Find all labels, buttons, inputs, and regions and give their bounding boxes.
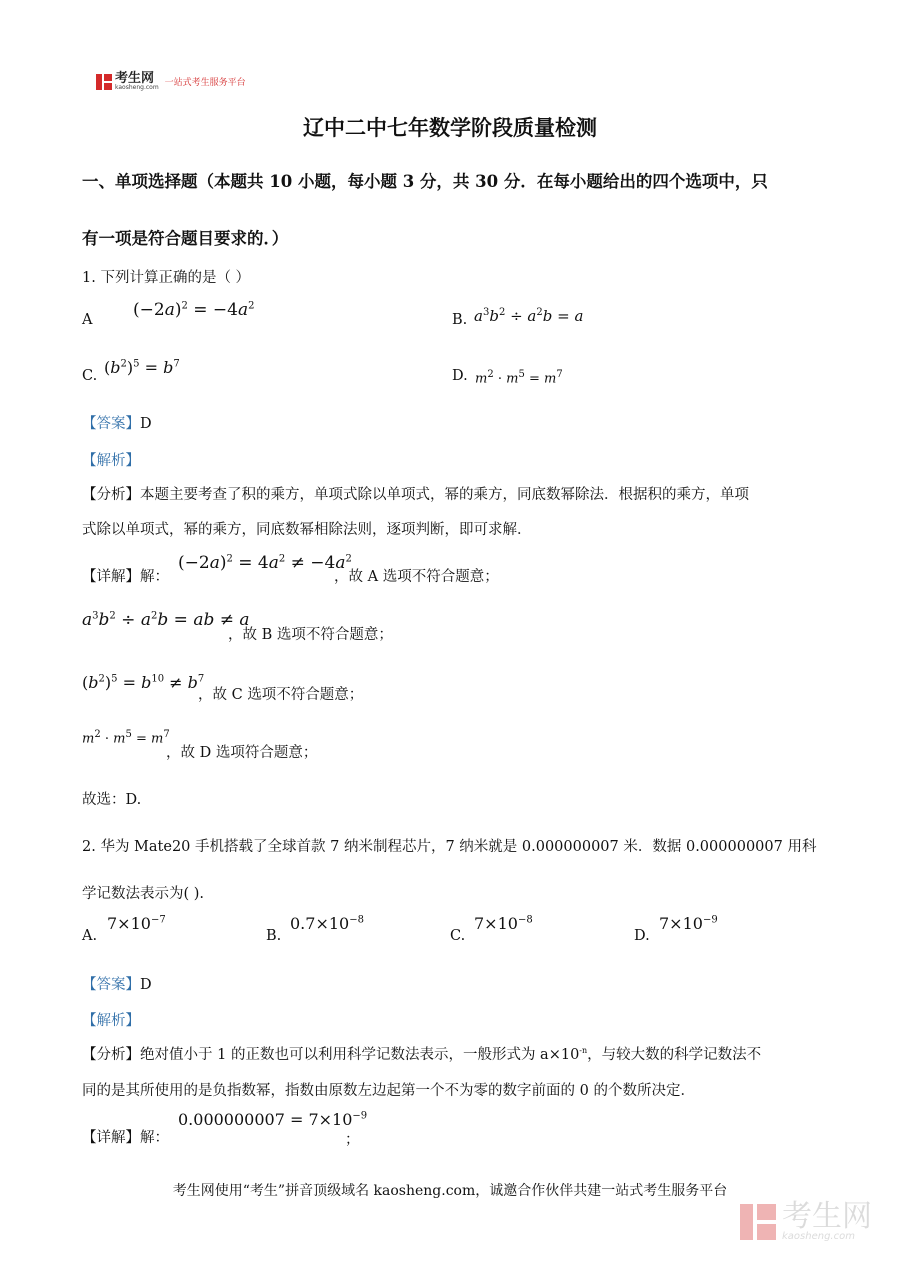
q1-detail-c-formula: $(b^2)^5 = b^{10} \ne b^7$ [82, 673, 205, 692]
q1-detail-a-text: ，故 A 选项不符合题意； [334, 569, 499, 585]
q2-detail-formula: $0.000000007 = 7\times 10^{-9}$ [178, 1110, 368, 1129]
q1-detail-d-formula: $m^2 \cdot m^5 = m^7$ [82, 729, 170, 747]
q2-stem-line2: 学记数法表示为( ). [82, 886, 205, 902]
q2-fenxi-line1: 【分析】绝对值小于 1 的正数也可以利用科学记数法表示，一般形式为 $a\times 10^{-n}$，与较大数的科学记数法不 [82, 1046, 762, 1063]
q1-option-a-formula: $(-2a)^2 = -4a^2$ [133, 300, 255, 320]
q1-answer: D [140, 416, 152, 432]
q1-fenxi-tag: 【分析】 [82, 487, 140, 503]
q1-detail-d-text: ，故 D 选项符合题意； [166, 745, 318, 761]
q1-option-b-label: B. [452, 312, 468, 328]
q1-detail-a-formula: $(-2a)^2 = 4a^2 \ne -4a^2$ [178, 553, 352, 573]
q1-detail-b-formula: $a^3b^2 \div a^2b$ = ab ≠ a [82, 610, 250, 630]
watermark-en: kaosheng.com [782, 1231, 855, 1242]
q2-option-d-formula: $7\times 10^{-9}$ [659, 914, 718, 933]
q1-option-c-label: C. [82, 368, 98, 384]
logo-cn: 考生网 [115, 71, 155, 86]
q1-stem: 1. 下列计算正确的是（ ） [82, 270, 251, 286]
q1-fenxi-text1: 本题主要考查了积的乘方，单项式除以单项式，幂的乘方，同底数幂除法．根据积的乘方，单项 [140, 487, 749, 503]
section-heading-line1: 一、单项选择题（本题共 10 小题，每小题 3 分，共 30 分．在每小题给出的四个选项中，只 [82, 172, 768, 191]
q1-analysis-tag: 【解析】 [82, 453, 140, 469]
q2-answer: D [140, 977, 152, 993]
q1-option-d-formula: $m^2 \cdot m^5 = m^7$ [475, 369, 563, 387]
q2-fenxi-line2: 同的是其所使用的是负指数幂，指数由原数左边起第一个不为零的数字前面的 0 的个数所决定． [82, 1083, 695, 1099]
q1-answer-tag: 【答案】 [82, 416, 140, 432]
q2-stem-line1: 2. 华为 Mate20 手机搭载了全球首款 7 纳米制程芯片，7 纳米就是 0.000000007 米．数据 0.000000007 用科 [82, 839, 817, 855]
page-title: 辽中二中七年数学阶段质量检测 [303, 115, 597, 140]
q1-option-c-formula: $(b^2)^5 = b^7$ [104, 358, 180, 377]
q2-option-a-formula: $7\times 10^{-7}$ [107, 914, 166, 933]
q2-option-d-label: D. [634, 928, 650, 944]
kaosheng-logo-icon [96, 74, 112, 90]
q1-answer-row [82, 412, 152, 433]
q2-detail-tail: ； [345, 1132, 360, 1148]
footer-text: 考生网使用“考生”拼音顶级域名 kaosheng.com，诚邀合作伙伴共建一站式考生服务平台 [172, 1183, 728, 1199]
q2-answer-tag: 【答案】 [82, 977, 140, 993]
q2-option-a-label: A. [82, 928, 98, 944]
q1-fenxi-line2: 式除以单项式，幂的乘方，同底数幂相除法则，逐项判断，即可求解． [82, 522, 532, 538]
q1-option-d-label: D. [452, 368, 468, 384]
q2-answer-row [82, 973, 152, 994]
q2-option-b-label: B. [266, 928, 282, 944]
q2-analysis-tag: 【解析】 [82, 1013, 140, 1029]
q2-fenxi-tag: 【分析】 [82, 1047, 140, 1063]
logo-slogan: 一站式考生服务平台 [164, 78, 246, 88]
section-heading-line2: 有一项是符合题目要求的．） [82, 229, 289, 248]
q2-option-c-formula: $7\times 10^{-8}$ [474, 914, 533, 933]
header-logo [96, 72, 246, 91]
q1-detail-b-text: ，故 B 选项不符合题意； [228, 627, 393, 643]
q1-option-a-label: A [82, 312, 93, 328]
kaosheng-watermark-icon [740, 1204, 776, 1240]
q1-detail-tag: 【详解】解： [82, 569, 169, 585]
q2-option-b-formula: $0.7\times 10^{-8}$ [290, 914, 364, 933]
watermark [740, 1199, 872, 1242]
q1-option-b-formula: $a^3b^2 \div a^2b = a$ [474, 307, 584, 325]
q1-detail-c-text: ，故 C 选项不符合题意； [198, 687, 364, 703]
q1-conclusion: 故选：D. [82, 792, 142, 808]
watermark-cn: 考生网 [782, 1199, 872, 1234]
q1-fenxi-line1 [82, 483, 749, 504]
q2-option-c-label: C. [450, 928, 466, 944]
logo-en: kaosheng.com [115, 84, 159, 91]
q2-detail-tag: 【详解】解： [82, 1130, 169, 1146]
